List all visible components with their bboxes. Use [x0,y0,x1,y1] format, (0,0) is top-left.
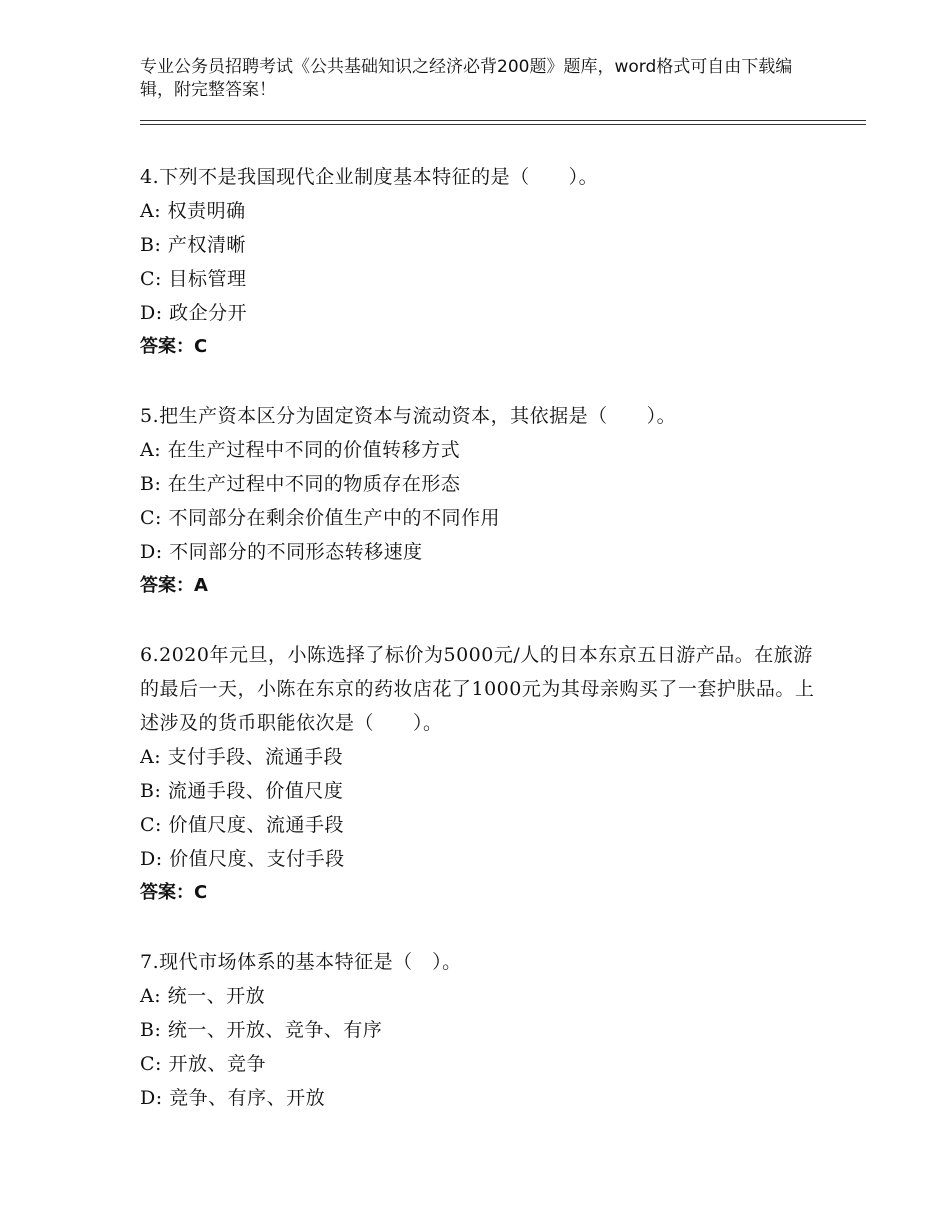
answer-line [140,330,820,364]
option-a: A: 支付手段、流通手段 [140,746,344,768]
option-a: A: 权责明确 [140,200,246,222]
option-d: D: 价值尺度、支付手段 [140,848,345,870]
answer-line [140,876,820,910]
answer-value: C [194,882,208,903]
answer-line [140,569,820,603]
option-a: A: 在生产过程中不同的价值转移方式 [140,439,461,461]
question-stem: 5.把生产资本区分为固定资本与流动资本，其依据是（ ）。 [140,405,677,427]
question-5 [140,399,820,603]
header-divider-top [140,120,866,121]
option-d: D: 竞争、有序、开放 [140,1087,326,1109]
answer-label: 答案： [140,882,194,903]
header-divider-bottom [140,124,866,125]
option-a: A: 统一、开放 [140,985,266,1007]
option-c: C: 价值尺度、流通手段 [140,814,344,836]
option-c: C: 不同部分在剩余价值生产中的不同作用 [140,507,500,529]
option-c: C: 开放、竞争 [140,1053,266,1075]
option-b: B: 产权清晰 [140,234,246,256]
option-d: D: 不同部分的不同形态转移速度 [140,541,423,563]
option-b: B: 流通手段、价值尺度 [140,780,344,802]
question-stem: 6.2020年元旦，小陈选择了标价为5000元/人的日本东京五日游产品。在旅游的最后一天，小陈在东京的药妆店花了1000元为其母亲购买了一套护肤品。上述涉及的货币职能依次是（ ）。 [140,644,815,734]
answer-label: 答案： [140,336,194,357]
option-b: B: 在生产过程中不同的物质存在形态 [140,473,461,495]
option-d: D: 政企分开 [140,302,248,324]
question-stem: 4.下列不是我国现代企业制度基本特征的是（ ）。 [140,166,599,188]
question-6 [140,638,820,910]
answer-value: A [194,575,208,596]
option-c: C: 目标管理 [140,268,247,290]
option-b: B: 统一、开放、竞争、有序 [140,1019,383,1041]
question-4 [140,160,820,364]
document-header: 专业公务员招聘考试《公共基础知识之经济必背200题》题库，word格式可自由下载编辑，附完整答案！ [140,57,793,100]
answer-value: C [194,336,208,357]
question-stem: 7.现代市场体系的基本特征是（ ）。 [140,951,462,973]
answer-label: 答案： [140,575,194,596]
question-7 [140,945,820,1115]
